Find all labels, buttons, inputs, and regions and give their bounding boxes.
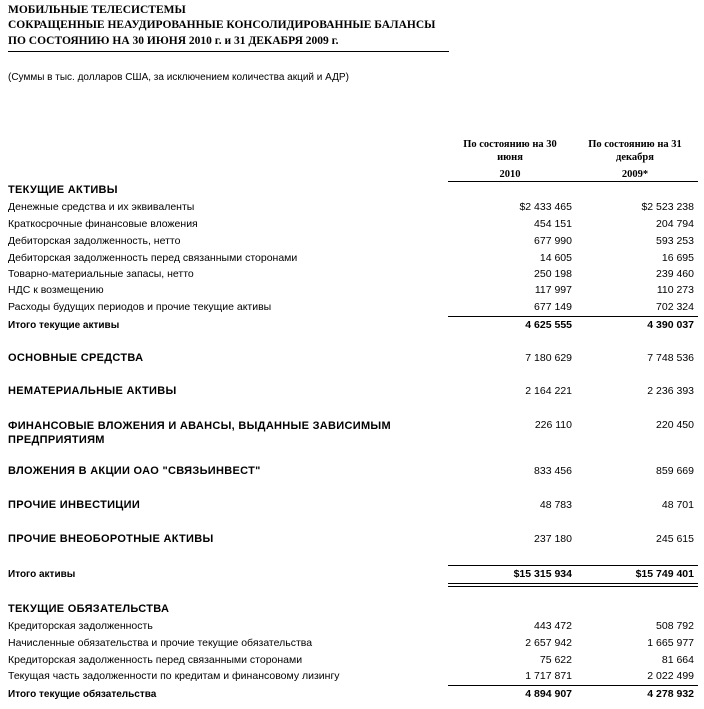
row-label: НДС к возмещению	[8, 284, 104, 296]
table-row	[0, 618, 704, 635]
row-label: Начисленные обязательства и прочие текущие обязательства	[8, 637, 313, 649]
value-2009: 2 236 393	[647, 385, 694, 397]
value-2009: 702 324	[656, 301, 694, 313]
total-row	[0, 566, 704, 583]
value-2009: 239 460	[656, 268, 694, 280]
company-name: МОБИЛЬНЫЕ ТЕЛЕСИСТЕМЫ	[8, 4, 186, 16]
table-row	[0, 216, 704, 233]
table-row	[0, 417, 704, 449]
row-label: Денежные средства и их эквиваленты	[8, 201, 195, 213]
value-2009: 2 022 499	[647, 670, 694, 682]
row-label: Расходы будущих периодов и прочие текущие активы	[8, 301, 272, 313]
value-2010: 117 997	[534, 284, 572, 296]
value-2009: 110 273	[656, 284, 694, 296]
row-label: ВЛОЖЕНИЯ В АКЦИИ ОАО "СВЯЗЬИНВЕСТ"	[8, 465, 261, 477]
units-note: (Суммы в тыс. долларов США, за исключением количества акций и АДР)	[8, 72, 349, 83]
table-row	[0, 199, 704, 216]
value-2010: 1 717 871	[525, 670, 572, 682]
value-2009: 204 794	[656, 218, 694, 230]
table-row	[0, 497, 704, 514]
value-2009: 16 695	[661, 252, 694, 264]
column-2010-title	[448, 138, 572, 164]
table-row	[0, 463, 704, 480]
table-row	[0, 250, 704, 267]
value-2009: 245 615	[656, 533, 694, 545]
value-2009: $2 523 238	[641, 201, 694, 213]
value-2010: 443 472	[534, 620, 572, 632]
table-row	[0, 282, 704, 299]
header-divider	[8, 51, 449, 52]
value-2010: 677 990	[534, 235, 572, 247]
row-label: Итого текущие активы	[8, 320, 120, 331]
section-heading-current-liabilities	[0, 601, 704, 618]
row-label: ОСНОВНЫЕ СРЕДСТВА	[8, 352, 144, 364]
table-row	[0, 668, 704, 685]
row-label: Дебиторская задолженность перед связанными сторонами	[8, 252, 298, 264]
value-2009: 4 278 932	[647, 688, 694, 700]
column-2010-year: 2010	[499, 169, 521, 180]
value-2009: 859 669	[656, 465, 694, 477]
row-label: ПРОЧИЕ ИНВЕСТИЦИИ	[8, 499, 141, 511]
total-row	[0, 317, 704, 334]
row-label: Итого активы	[8, 569, 76, 580]
value-2009: 1 665 977	[647, 637, 694, 649]
row-label: Текущая часть задолженности по кредитам и финансовому лизингу	[8, 670, 340, 682]
column-2009-year: 2009*	[621, 169, 649, 180]
value-2010: $15 315 934	[513, 568, 572, 580]
table-row	[0, 383, 704, 400]
column-2010-title-line1: По состоянию на 30	[463, 139, 557, 150]
value-2009: 48 701	[661, 499, 694, 511]
value-2010: 7 180 629	[525, 352, 572, 364]
row-label: Кредиторская задолженность перед связанными сторонами	[8, 654, 303, 666]
value-2010: 833 456	[534, 465, 572, 477]
value-2010: 226 110	[534, 419, 572, 431]
table-row	[0, 299, 704, 316]
value-2010: 48 783	[539, 499, 572, 511]
row-label: Краткосрочные финансовые вложения	[8, 218, 198, 230]
value-2010: $2 433 465	[519, 201, 572, 213]
table-row	[0, 233, 704, 250]
table-row	[0, 350, 704, 367]
column-2009-title-line1: По состоянию на 31	[588, 139, 682, 150]
value-2010: 14 605	[539, 252, 572, 264]
row-label: Итого текущие обязательства	[8, 689, 157, 700]
total-double-rule-1	[448, 583, 698, 584]
value-2009: 593 253	[656, 235, 694, 247]
section-heading-current-assets	[0, 182, 704, 199]
value-2010: 4 625 555	[525, 319, 572, 331]
value-2010: 454 151	[534, 218, 572, 230]
row-label: Дебиторская задолженность, нетто	[8, 235, 181, 247]
report-date: ПО СОСТОЯНИЮ НА 30 ИЮНЯ 2010 г. и 31 ДЕКАБРЯ 2009 г.	[8, 35, 339, 47]
value-2009: 220 450	[656, 419, 694, 431]
column-2010-title-line2: июня	[497, 152, 523, 163]
value-2010: 2 657 942	[525, 637, 572, 649]
total-double-rule-2	[448, 586, 698, 587]
row-label: ТЕКУЩИЕ АКТИВЫ	[8, 184, 118, 196]
value-2010: 237 180	[534, 533, 572, 545]
value-2010: 2 164 221	[525, 385, 572, 397]
value-2010: 75 622	[539, 654, 572, 666]
row-label: ФИНАНСОВЫЕ ВЛОЖЕНИЯ И АВАНСЫ, ВЫДАННЫЕ ЗАВИСИМЫМ ПРЕДПРИЯТИЯМ	[8, 420, 391, 446]
table-row	[0, 652, 704, 669]
value-2010: 4 894 907	[525, 688, 572, 700]
row-label: ТЕКУЩИЕ ОБЯЗАТЕЛЬСТВА	[8, 603, 170, 615]
table-row	[0, 531, 704, 548]
row-label: Товарно-материальные запасы, нетто	[8, 268, 194, 280]
table-row	[0, 635, 704, 652]
value-2009: 81 664	[661, 654, 694, 666]
value-2009: 508 792	[656, 620, 694, 632]
row-label: Кредиторская задолженность	[8, 620, 153, 632]
report-title: СОКРАЩЕННЫЕ НЕАУДИРОВАННЫЕ КОНСОЛИДИРОВАННЫЕ БАЛАНСЫ	[8, 19, 436, 31]
value-2009: 4 390 037	[647, 319, 694, 331]
column-2009-title	[573, 138, 697, 164]
total-row	[0, 686, 704, 703]
value-2010: 250 198	[534, 268, 572, 280]
column-2009-title-line2: декабря	[616, 152, 654, 163]
value-2010: 677 149	[534, 301, 572, 313]
table-row	[0, 266, 704, 283]
value-2009: $15 749 401	[635, 568, 694, 580]
row-label: ПРОЧИЕ ВНЕОБОРОТНЫЕ АКТИВЫ	[8, 533, 214, 545]
value-2009: 7 748 536	[647, 352, 694, 364]
row-label: НЕМАТЕРИАЛЬНЫЕ АКТИВЫ	[8, 385, 177, 397]
